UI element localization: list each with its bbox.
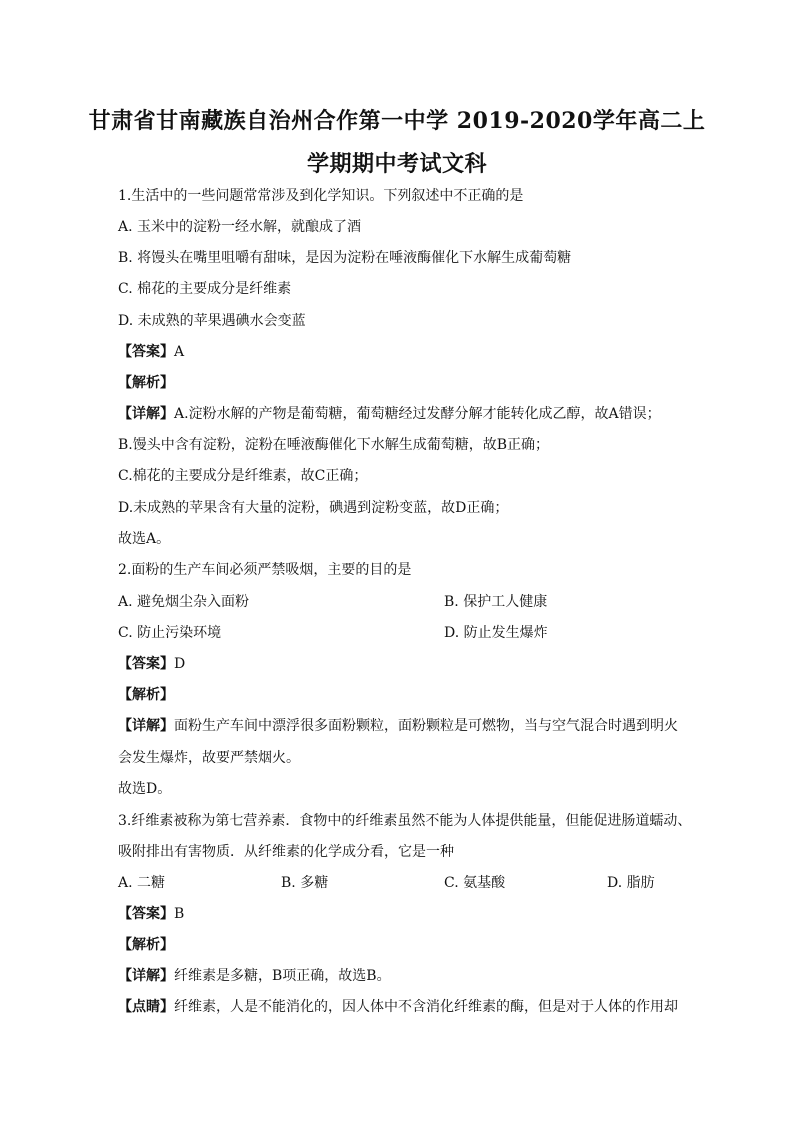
document-title-line2: 学期期中考试文科: [306, 151, 487, 177]
q1-detail-line2: B.馒头中含有淀粉，淀粉在唾液酶催化下水解生成葡萄糖，故B正确；: [118, 437, 550, 453]
answer-value: A: [174, 344, 185, 360]
document-title-line1: 甘肃省甘南藏族自治州合作第一中学 2019-2020学年高二上: [88, 108, 706, 134]
comment-text: 纤维素，人是不能消化的，因人体中不含消化纤维素的酶，但是对于人体的作用却: [174, 999, 678, 1015]
q1-detail-line3: C.棉花的主要成分是纤维素，故C正确；: [118, 468, 368, 484]
detail-tag: 【详解】: [118, 968, 174, 984]
q2-answer: [118, 655, 185, 673]
detail-tag: 【详解】: [118, 718, 174, 734]
answer-tag: 【答案】: [118, 344, 174, 360]
q3-comment: [118, 998, 678, 1016]
q1-option-b: B. 将馒头在嘴里咀嚼有甜味，是因为淀粉在唾液酶催化下水解生成葡萄糖: [118, 250, 572, 266]
answer-tag: 【答案】: [118, 656, 174, 672]
q3-option-a: A. 二糖: [118, 875, 166, 891]
q1-analysis-tag: 【解析】: [118, 375, 174, 391]
q3-answer: [118, 905, 184, 923]
q1-answer: [118, 343, 184, 361]
q2-option-c: C. 防止污染环境: [118, 625, 222, 641]
answer-tag: 【答案】: [118, 906, 174, 922]
answer-value: D: [174, 656, 186, 672]
answer-value: B: [174, 906, 185, 922]
q1-detail-line4: D.未成熟的苹果含有大量的淀粉，碘遇到淀粉变蓝，故D正确；: [118, 500, 509, 516]
q3-option-b: B. 多糖: [281, 875, 329, 891]
q3-option-d: D. 脂肪: [607, 875, 655, 891]
q2-detail-line1: [118, 717, 678, 735]
q3-option-c: C. 氨基酸: [444, 875, 506, 891]
q2-analysis-tag: 【解析】: [118, 687, 174, 703]
q2-stem: 2.面粉的生产车间必须严禁吸烟，主要的目的是: [118, 562, 412, 578]
comment-tag: 【点睛】: [118, 999, 174, 1015]
q3-detail: [118, 967, 391, 985]
q3-stem-line1: 3.纤维素被称为第七营养素．食物中的纤维素虽然不能为人体提供能量，但能促进肠道蠕动、: [118, 813, 692, 829]
detail-tag: 【详解】: [118, 406, 174, 422]
q1-option-c: C. 棉花的主要成分是纤维素: [118, 281, 292, 297]
q3-analysis-tag: 【解析】: [118, 937, 174, 953]
q2-option-b: B. 保护工人健康: [444, 594, 548, 610]
q1-stem: 1.生活中的一些问题常常涉及到化学知识。下列叙述中不正确的是: [118, 188, 524, 204]
q3-stem-line2: 吸附排出有害物质．从纤维素的化学成分看，它是一种: [118, 844, 454, 860]
q2-conclusion: 故选D。: [118, 781, 172, 797]
detail-text: 纤维素是多糖，B项正确，故选B。: [174, 968, 391, 984]
q1-option-d: D. 未成熟的苹果遇碘水会变蓝: [118, 313, 306, 329]
detail-text: 面粉生产车间中漂浮很多面粉颗粒，面粉颗粒是可燃物，当与空气混合时遇到明火: [174, 718, 678, 734]
q2-option-a: A. 避免烟尘杂入面粉: [118, 594, 250, 610]
detail-text: A.淀粉水解的产物是葡萄糖，葡萄糖经过发酵分解才能转化成乙醇，故A错误；: [174, 406, 661, 422]
q2-detail-line2: 会发生爆炸，故要严禁烟火。: [118, 750, 300, 766]
q1-conclusion: 故选A。: [118, 531, 171, 547]
q2-option-d: D. 防止发生爆炸: [444, 625, 548, 641]
q1-option-a: A. 玉米中的淀粉一经水解，就酿成了酒: [118, 219, 362, 235]
q1-detail-line1: [118, 405, 661, 423]
